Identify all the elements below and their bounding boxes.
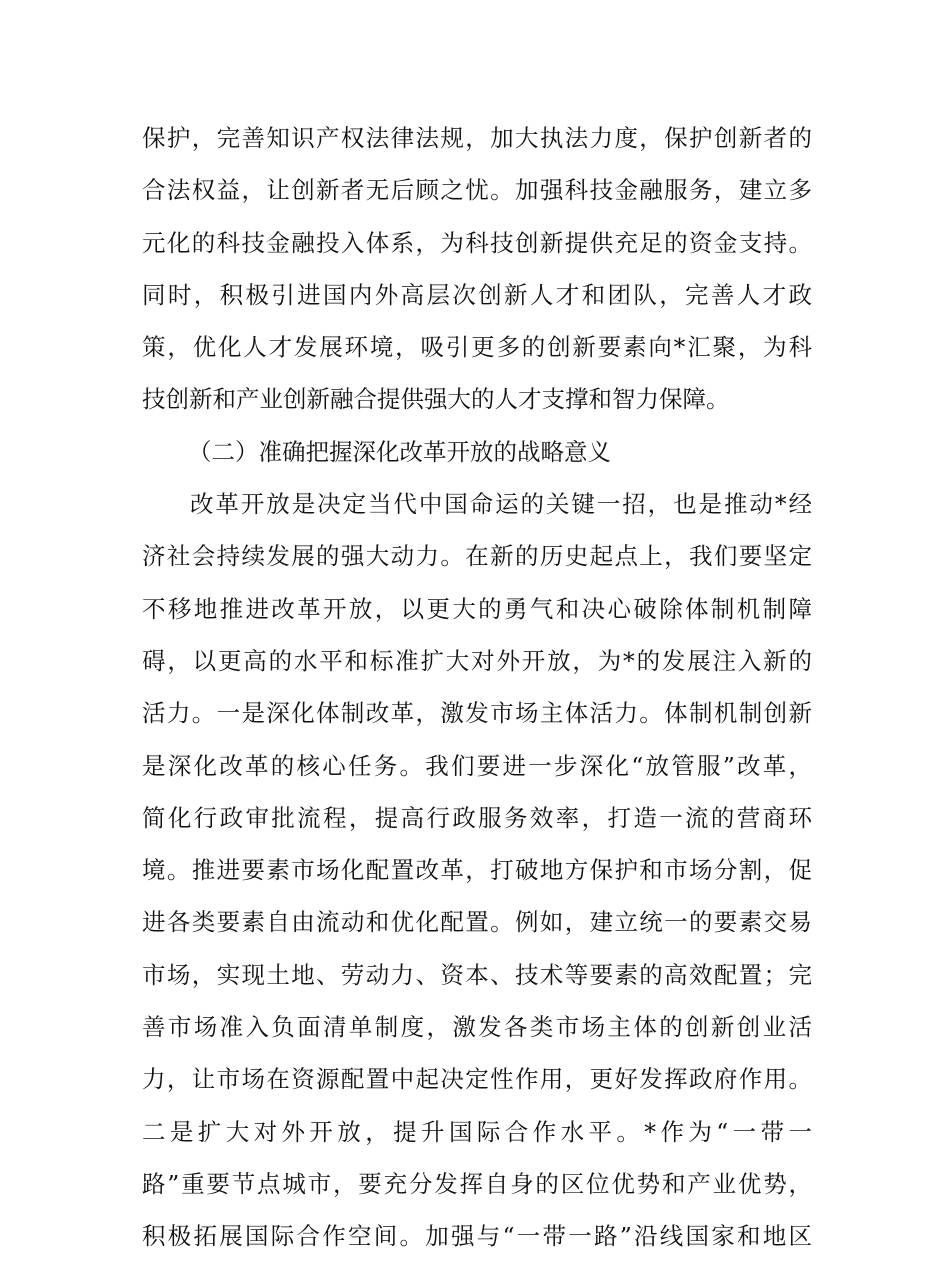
text-line: 活力。一是深化体制改革，激发市场主体活力。体制机制创新 — [142, 699, 812, 728]
body-text — [142, 112, 812, 1263]
text-line: 是深化改革的核心任务。我们要进一步深化“放管服”改革， — [142, 751, 812, 780]
text-line: 境。推进要素市场化配置改革，打破地方保护和市场分割，促 — [142, 856, 812, 885]
text-line: 简化行政审批流程，提高行政服务效率，打造一流的营商环 — [142, 803, 812, 832]
text-line: 合法权益，让创新者无后顾之忧。加强科技金融服务，建立多 — [142, 176, 812, 205]
text-line: 碍，以更高的水平和标准扩大对外开放，为*的发展注入新的 — [142, 646, 812, 675]
text-line: 元化的科技金融投入体系，为科技创新提供充足的资金支持。 — [142, 228, 812, 257]
text-line: 济社会持续发展的强大动力。在新的历史起点上，我们要坚定 — [142, 542, 812, 571]
text-line: 力，让市场在资源配置中起决定性作用，更好发挥政府作用。 — [142, 1065, 812, 1094]
text-line: 二是扩大对外开放，提升国际合作水平。*作为“一带一 — [142, 1117, 812, 1146]
text-line: 同时，积极引进国内外高层次创新人才和团队，完善人才政 — [142, 280, 812, 309]
text-line: 善市场准入负面清单制度，激发各类市场主体的创新创业活 — [142, 1013, 812, 1042]
text-line: 策，优化人才发展环境，吸引更多的创新要素向*汇聚，为科 — [142, 333, 812, 362]
text-line: 市场，实现土地、劳动力、资本、技术等要素的高效配置；完 — [142, 960, 812, 989]
text-line: 积极拓展国际合作空间。加强与“一带一路”沿线国家和地区 — [142, 1222, 812, 1251]
paragraph-first-line: 改革开放是决定当代中国命运的关键一招，也是推动*经 — [190, 490, 812, 519]
text-line: 不移地推进改革开放，以更大的勇气和决心破除体制机制障 — [142, 594, 812, 623]
section-heading: （二）准确把握深化改革开放的战略意义 — [188, 437, 611, 466]
paragraph-last-line: 技创新和产业创新融合提供强大的人才支撑和智力保障。 — [142, 385, 730, 414]
text-line: 保护，完善知识产权法律法规，加大执法力度，保护创新者的 — [142, 124, 812, 152]
text-line: 路”重要节点城市，要充分发挥自身的区位优势和产业优势， — [142, 1169, 812, 1198]
text-line: 进各类要素自由流动和优化配置。例如，建立统一的要素交易 — [142, 908, 812, 937]
